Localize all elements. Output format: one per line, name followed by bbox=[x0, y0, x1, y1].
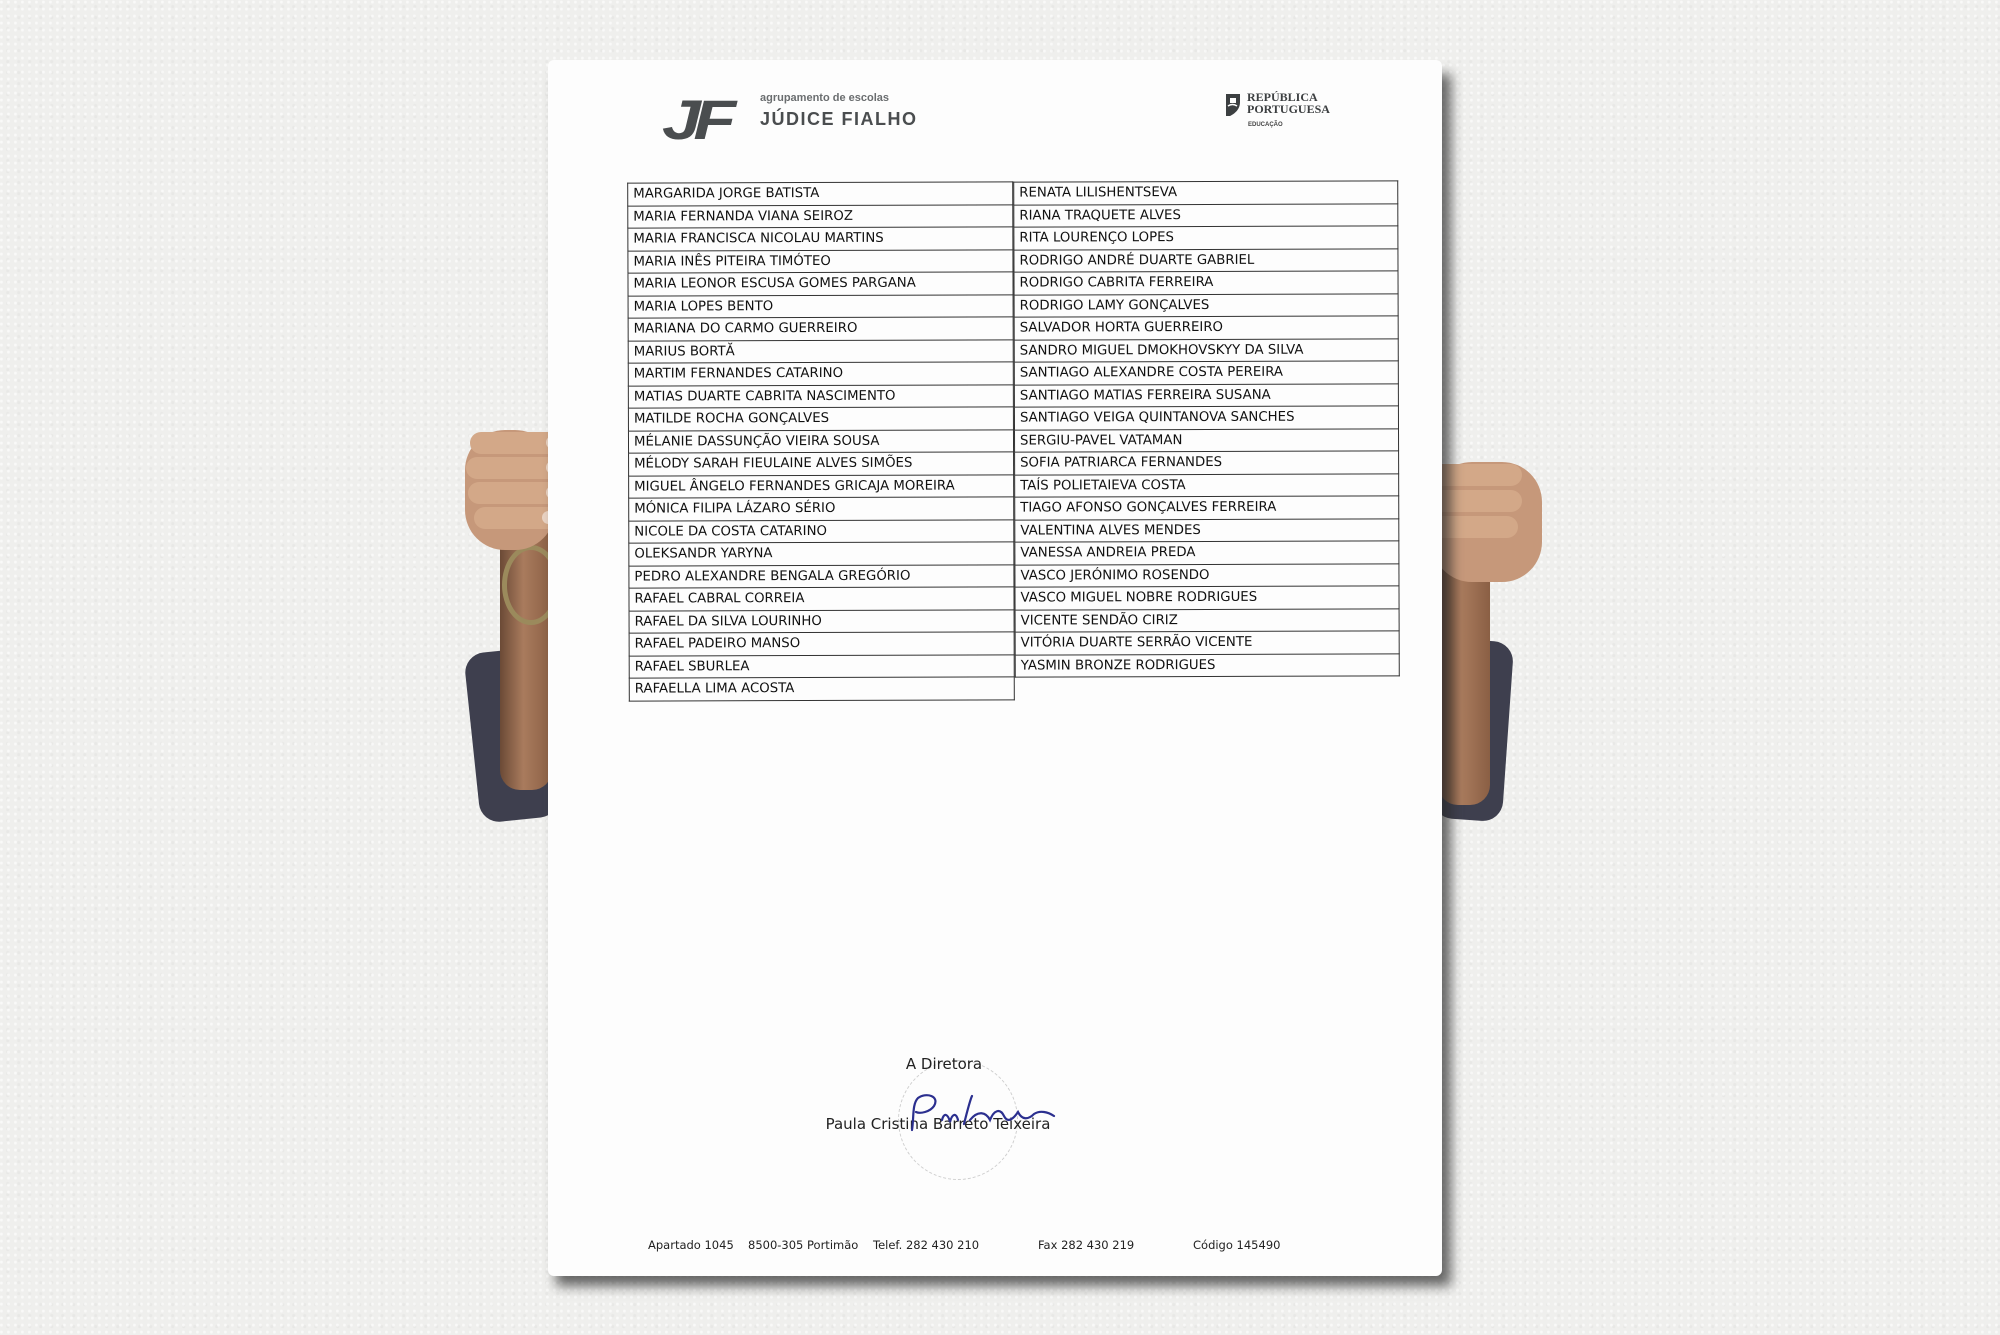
student-name-cell: MARIA FERNANDA VIANA SEIROZ bbox=[628, 204, 1013, 228]
student-name-cell: SERGIU-PAVEL VATAMAN bbox=[1015, 428, 1399, 452]
student-name-cell: SANDRO MIGUEL DMOKHOVSKYY DA SILVA bbox=[1014, 338, 1398, 362]
student-name-cell: VICENTE SENDÃO CIRIZ bbox=[1015, 608, 1399, 632]
signatory-role: A Diretora bbox=[905, 1055, 983, 1073]
table-row bbox=[1014, 361, 1398, 385]
student-name-cell: VASCO MIGUEL NOBRE RODRIGUES bbox=[1015, 586, 1399, 610]
footer-address: Apartado 1045 bbox=[648, 1238, 734, 1252]
table-row bbox=[628, 339, 1013, 363]
student-name-cell: SANTIAGO ALEXANDRE COSTA PEREIRA bbox=[1014, 361, 1398, 385]
student-name-cell: MARIA FRANCISCA NICOLAU MARTINS bbox=[628, 227, 1013, 251]
republic-line-2: PORTUGUESA bbox=[1247, 102, 1330, 116]
table-row bbox=[1014, 226, 1398, 250]
table-row bbox=[629, 587, 1014, 611]
table-row bbox=[629, 519, 1014, 543]
student-name-cell: MIGUEL ÂNGELO FERNANDES GRICAJA MOREIRA bbox=[629, 474, 1014, 498]
table-row bbox=[628, 317, 1013, 341]
student-name-cell: VALENTINA ALVES MENDES bbox=[1015, 518, 1399, 542]
table-row bbox=[628, 272, 1013, 296]
signatory-name: Paula Cristina Barreto Teixeira bbox=[825, 1115, 1051, 1133]
student-name-cell: RAFAELLA LIMA ACOSTA bbox=[629, 677, 1014, 701]
table-row bbox=[628, 407, 1013, 431]
student-name-cell: MÉLANIE DASSUNÇÃO VIEIRA SOUSA bbox=[628, 429, 1013, 453]
table-row bbox=[1014, 338, 1398, 362]
student-name-cell: RODRIGO ANDRÉ DUARTE GABRIEL bbox=[1014, 248, 1398, 272]
table-row bbox=[1015, 428, 1399, 452]
table-row bbox=[628, 384, 1013, 408]
student-name-cell: SALVADOR HORTA GUERREIRO bbox=[1014, 316, 1398, 340]
student-name-cell: VANESSA ANDREIA PREDA bbox=[1015, 541, 1399, 565]
table-row bbox=[1015, 496, 1399, 520]
table-row bbox=[628, 429, 1013, 453]
student-name-cell: SANTIAGO MATIAS FERREIRA SUSANA bbox=[1014, 383, 1398, 407]
student-name-cell: MATILDE ROCHA GONÇALVES bbox=[628, 407, 1013, 431]
student-name-cell: RAFAEL DA SILVA LOURINHO bbox=[629, 609, 1014, 633]
table-row bbox=[629, 542, 1014, 566]
table-row bbox=[629, 632, 1014, 656]
republic-emblem-icon bbox=[1222, 92, 1244, 118]
republic-logo-sub: EDUCAÇÃO bbox=[1248, 122, 1283, 128]
table-row bbox=[1014, 293, 1398, 317]
table-row bbox=[628, 249, 1013, 273]
student-name-cell: RAFAEL CABRAL CORREIA bbox=[629, 587, 1014, 611]
footer-phone: Telef. 282 430 210 bbox=[873, 1238, 980, 1252]
student-name-cell: YASMIN BRONZE RODRIGUES bbox=[1015, 653, 1399, 677]
table-row bbox=[1014, 181, 1398, 205]
student-name-cell: MÓNICA FILIPA LÁZARO SÉRIO bbox=[629, 497, 1014, 521]
student-name-cell: SOFIA PATRIARCA FERNANDES bbox=[1015, 451, 1399, 475]
student-name-cell: MARIA LEONOR ESCUSA GOMES PARGANA bbox=[628, 272, 1013, 296]
student-name-cell: MARTIM FERNANDES CATARINO bbox=[628, 362, 1013, 386]
table-row bbox=[1015, 518, 1399, 542]
table-row bbox=[629, 677, 1014, 701]
table-row bbox=[1015, 473, 1399, 497]
table-row bbox=[628, 294, 1013, 318]
student-name-cell: OLEKSANDR YARYNA bbox=[629, 542, 1014, 566]
table-row bbox=[629, 564, 1014, 588]
student-name-cell: NICOLE DA COSTA CATARINO bbox=[629, 519, 1014, 543]
table-row bbox=[1015, 631, 1399, 655]
republic-logo-text bbox=[1247, 91, 1330, 115]
student-name-cell: TAÍS POLIETAIEVA COSTA bbox=[1015, 473, 1399, 497]
footer-postal: 8500-305 Portimão bbox=[748, 1238, 859, 1252]
table-row bbox=[629, 474, 1014, 498]
table-row bbox=[1014, 406, 1398, 430]
table-row bbox=[1014, 248, 1398, 272]
student-name-cell: RAFAEL PADEIRO MANSO bbox=[629, 632, 1014, 656]
school-logo-subtitle: agrupamento de escolas bbox=[760, 92, 889, 104]
student-name-cell: VASCO JERÓNIMO ROSENDO bbox=[1015, 563, 1399, 587]
student-name-cell: MARIA INÊS PITEIRA TIMÓTEO bbox=[628, 249, 1013, 273]
table-row bbox=[1015, 653, 1399, 677]
republic-line-1: REPÚBLICA bbox=[1247, 90, 1318, 104]
table-row bbox=[629, 497, 1014, 521]
table-row bbox=[1014, 316, 1398, 340]
handwritten-signature bbox=[904, 1090, 1064, 1136]
table-row bbox=[1015, 541, 1399, 565]
table-row bbox=[628, 182, 1013, 206]
table-row bbox=[1015, 451, 1399, 475]
table-row bbox=[1015, 563, 1399, 587]
footer-code: Código 145490 bbox=[1193, 1238, 1281, 1252]
student-name-cell: RITA LOURENÇO LOPES bbox=[1014, 226, 1398, 250]
table-row bbox=[629, 452, 1014, 476]
student-name-cell: TIAGO AFONSO GONÇALVES FERREIRA bbox=[1015, 496, 1399, 520]
table-row bbox=[1015, 586, 1399, 610]
student-name-cell: MARIANA DO CARMO GUERREIRO bbox=[628, 317, 1013, 341]
table-row bbox=[1014, 271, 1398, 295]
student-name-cell: RIANA TRAQUETE ALVES bbox=[1014, 203, 1398, 227]
student-name-cell: RODRIGO CABRITA FERREIRA bbox=[1014, 271, 1398, 295]
table-row bbox=[1015, 608, 1399, 632]
table-row bbox=[628, 362, 1013, 386]
student-name-cell: MARGARIDA JORGE BATISTA bbox=[628, 182, 1013, 206]
table-row bbox=[628, 227, 1013, 251]
student-name-cell: MARIUS BORTĂ bbox=[628, 339, 1013, 363]
table-row bbox=[629, 654, 1014, 678]
student-name-cell: SANTIAGO VEIGA QUINTANOVA SANCHES bbox=[1014, 406, 1398, 430]
table-row bbox=[1014, 203, 1398, 227]
student-name-cell: RODRIGO LAMY GONÇALVES bbox=[1014, 293, 1398, 317]
student-name-cell: MÉLODY SARAH FIEULAINE ALVES SIMÕES bbox=[629, 452, 1014, 476]
student-name-cell: RENATA LILISHENTSEVA bbox=[1014, 181, 1398, 205]
names-table-right bbox=[1013, 180, 1400, 677]
student-name-cell: MARIA LOPES BENTO bbox=[628, 294, 1013, 318]
school-logo-name: JÚDICE FIALHO bbox=[760, 109, 918, 129]
document-sheet bbox=[548, 60, 1442, 1276]
table-row bbox=[629, 609, 1014, 633]
student-name-cell: PEDRO ALEXANDRE BENGALA GREGÓRIO bbox=[629, 564, 1014, 588]
student-name-cell: VITÓRIA DUARTE SERRÃO VICENTE bbox=[1015, 631, 1399, 655]
school-logo-mark: JF bbox=[662, 88, 729, 151]
student-name-cell: MATIAS DUARTE CABRITA NASCIMENTO bbox=[628, 384, 1013, 408]
student-name-cell: RAFAEL SBURLEA bbox=[629, 654, 1014, 678]
footer-fax: Fax 282 430 219 bbox=[1038, 1238, 1135, 1252]
table-row bbox=[628, 204, 1013, 228]
names-table-left bbox=[627, 181, 1015, 701]
table-row bbox=[1014, 383, 1398, 407]
